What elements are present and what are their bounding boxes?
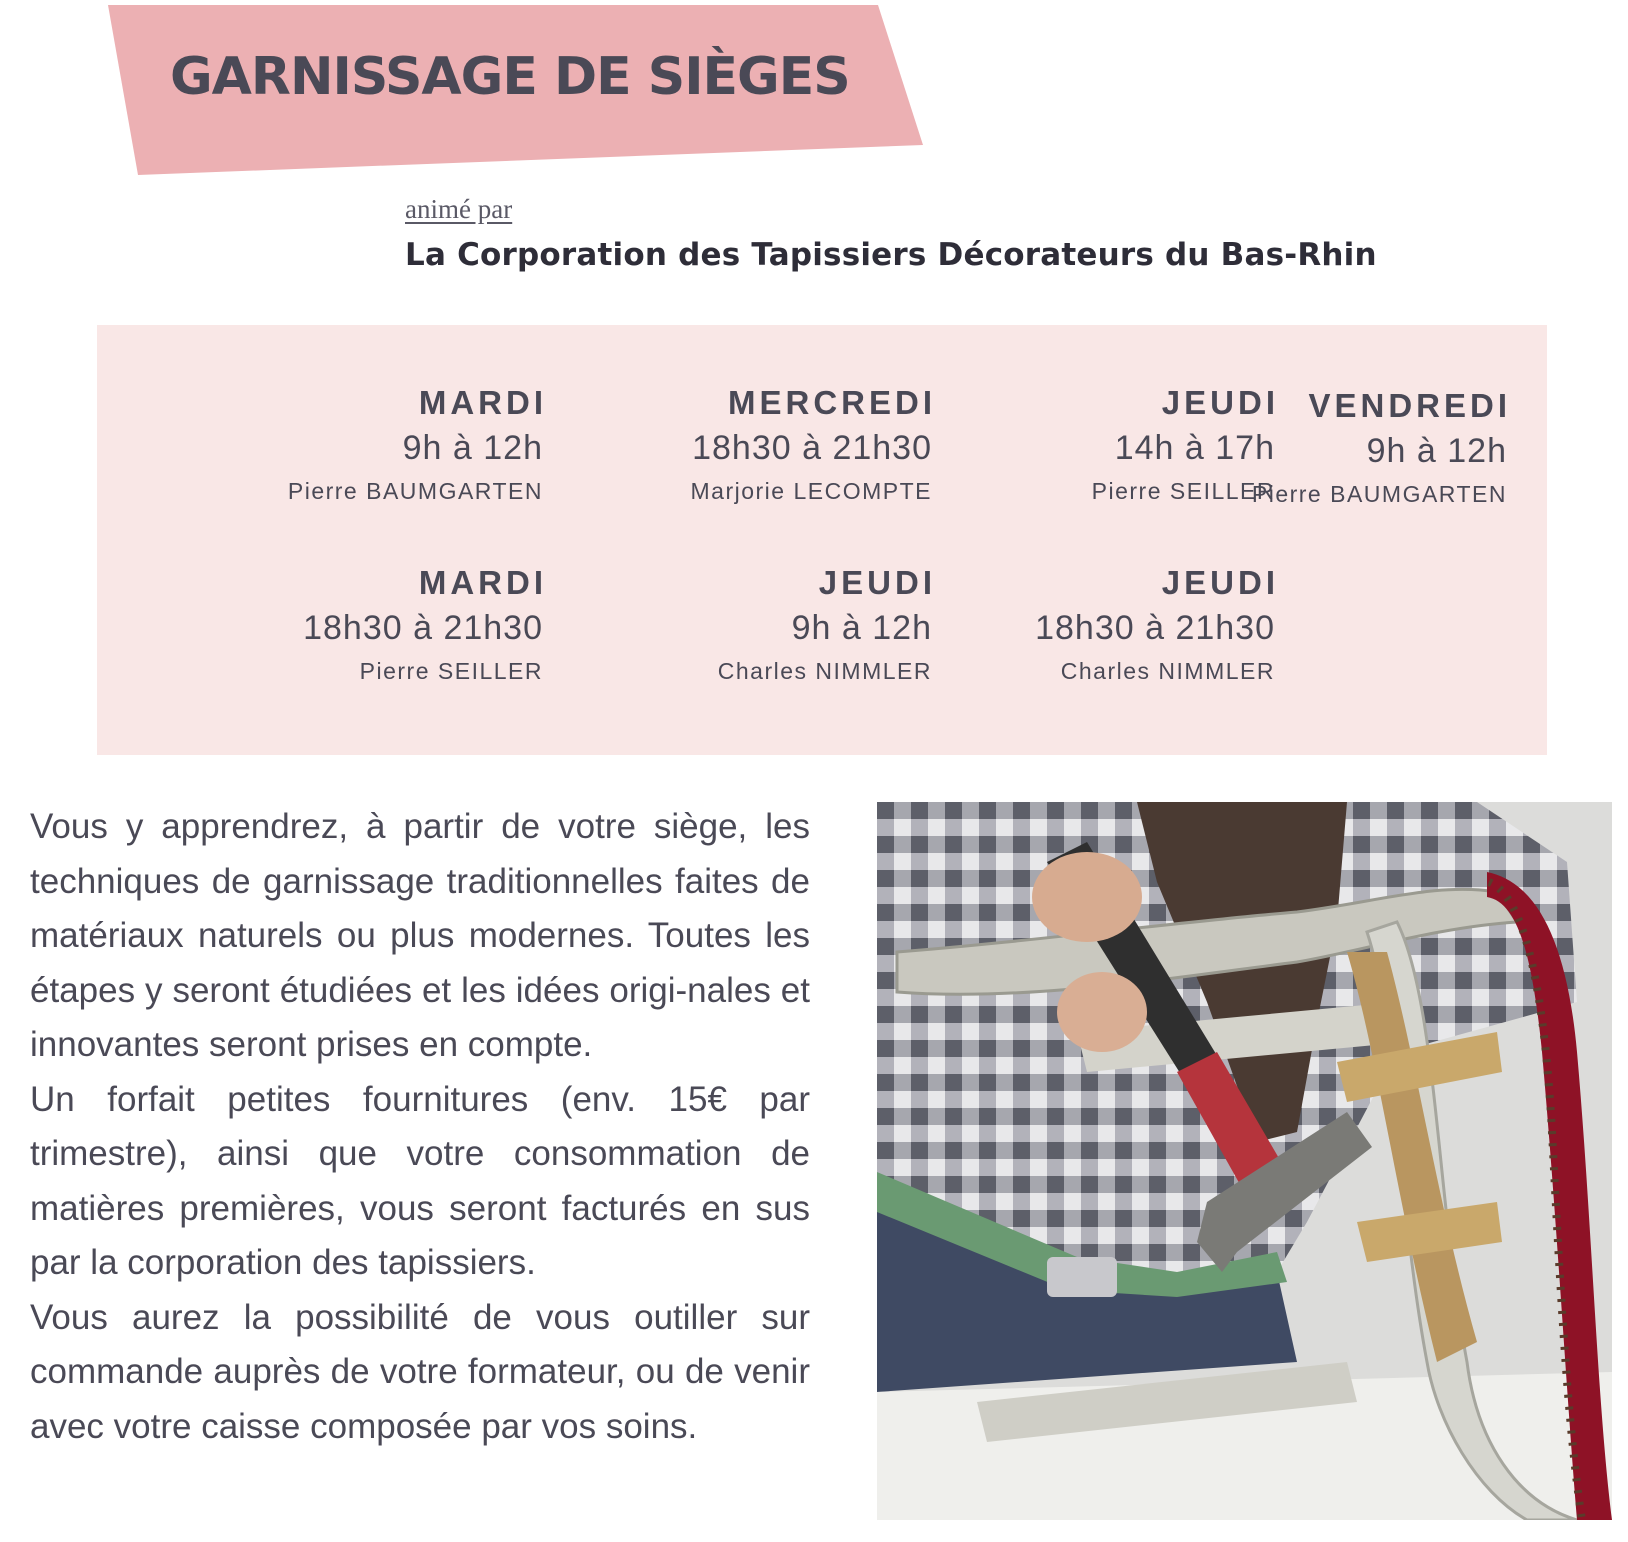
slot-day: JEUDI	[1161, 384, 1279, 421]
slot-time: 18h30 à 21h30	[692, 429, 932, 467]
description-paragraph: Vous aurez la possibilité de vous outiller sur commande auprès de votre formateur, ou de venir avec votre caisse composée par vos soins.	[30, 1297, 810, 1446]
slot-instructor: Charles NIMMLER	[717, 658, 932, 684]
page-title: GARNISSAGE DE SIÈGES	[170, 47, 850, 107]
slot-time: 9h à 12h	[402, 429, 543, 467]
slot-instructor: Pierre BAUMGARTEN	[287, 478, 543, 504]
schedule-slot	[183, 381, 547, 511]
slot-day: JEUDI	[818, 564, 936, 601]
schedule-slot	[572, 561, 936, 691]
slot-time: 14h à 17h	[1114, 429, 1275, 467]
slot-instructor: Pierre SEILLER	[359, 658, 543, 684]
schedule-slot	[572, 381, 936, 511]
slot-time: 9h à 12h	[1366, 432, 1507, 470]
description	[30, 800, 810, 1454]
slot-day: VENDREDI	[1308, 387, 1511, 424]
slot-instructor: Pierre BAUMGARTEN	[1251, 481, 1507, 507]
upholsterer-illustration	[877, 802, 1612, 1520]
description-paragraph: Vous y apprendrez, à partir de votre siège, les techniques de garnissage traditionnelles faites de matériaux naturels ou plus modernes. Toutes les étapes y seront étudiées et les idées origi-nales et innovantes seront prises en compte.	[30, 807, 810, 1064]
slot-day: MERCREDI	[727, 384, 936, 421]
slot-time: 9h à 12h	[791, 609, 932, 647]
slot-day: MARDI	[418, 384, 547, 421]
slot-instructor: Pierre SEILLER	[1091, 478, 1275, 504]
schedule-slot	[183, 561, 547, 691]
slot-day: MARDI	[418, 564, 547, 601]
slot-day: JEUDI	[1161, 564, 1279, 601]
description-paragraph: Un forfait petites fournitures (env. 15€ par trimestre), ainsi que votre consommation de matières premières, vous seront facturés en sus par la corporation des tapissiers.	[30, 1079, 810, 1282]
schedule-slot	[1147, 384, 1511, 514]
title-banner	[108, 5, 928, 175]
presenter-name: La Corporation des Tapissiers Décorateurs du Bas-Rhin	[405, 237, 1377, 273]
upholstery-photo	[877, 802, 1612, 1520]
presenter-label: animé par	[405, 194, 513, 224]
slot-instructor: Charles NIMMLER	[1060, 658, 1275, 684]
slot-instructor: Marjorie LECOMPTE	[690, 478, 932, 504]
slot-time: 18h30 à 21h30	[1035, 609, 1275, 647]
schedule-panel	[97, 325, 1547, 755]
slot-time: 18h30 à 21h30	[303, 609, 543, 647]
schedule-slot	[915, 561, 1279, 691]
